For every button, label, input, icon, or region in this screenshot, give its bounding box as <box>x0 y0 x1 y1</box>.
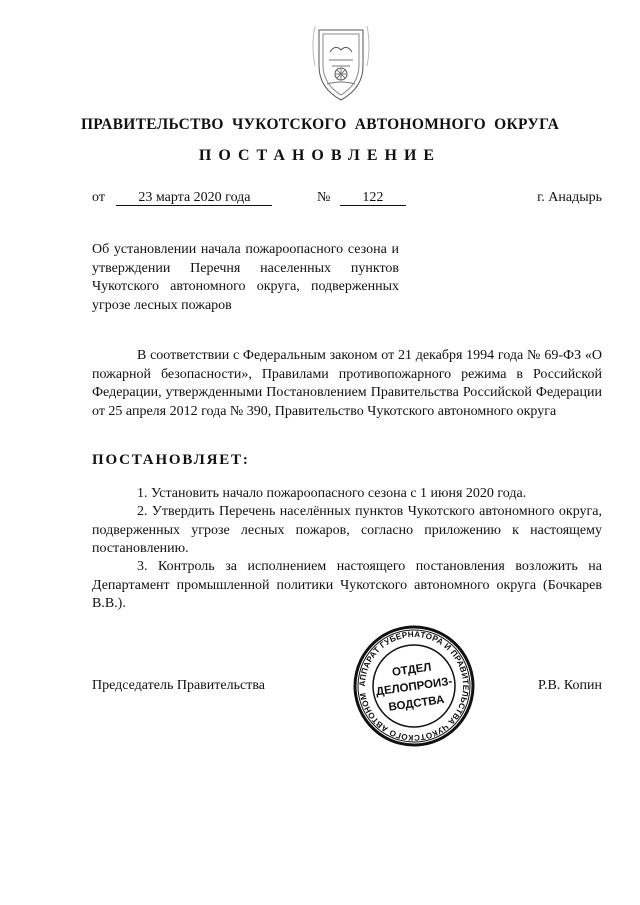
signatory-position: Председатель Правительства <box>92 678 265 693</box>
number-field <box>317 190 406 206</box>
preamble-paragraph: В соответствии с Федеральным законом от 21 декабря 1994 года № 69-ФЗ «О пожарной безопасности», Правилами противопожарного режима в Российской Федерации, утвержденными Постановлением Правительства Российской Федерации от 25 апреля 2012 года № 390, Правительство Чукотского автономного округа <box>92 348 602 419</box>
resolves-heading: ПОСТАНОВЛЯЕТ: <box>92 452 250 468</box>
government-title: ПРАВИТЕЛЬСТВО ЧУКОТСКОГО АВТОНОМНОГО ОКРУГА <box>80 116 560 133</box>
stamp-line-1: ОТДЕЛ <box>391 661 433 679</box>
number-prefix: № <box>317 190 331 205</box>
number-value: 122 <box>340 190 406 206</box>
date-value: 23 марта 2020 года <box>116 190 272 206</box>
stamp-line-2: ДЕЛОПРОИЗ- <box>375 675 454 699</box>
list-item-3: 3. Контроль за исполнением настоящего постановления возложить на Департамент промышленной политики Чукотского автономного округа (Бочкарев В.В.). <box>92 559 602 611</box>
date-field <box>92 190 272 206</box>
document-subject: Об установлении начала пожароопасного сезона и утверждении Перечня населенных пунктов Чукотского автономного округа, подверженных угрозе лесных пожаров <box>92 242 399 313</box>
document-type: ПОСТАНОВЛЕНИЕ <box>198 147 442 164</box>
office-stamp <box>352 624 476 748</box>
date-prefix: от <box>92 190 105 205</box>
stamp-ring-text: АППАРАТ ГУБЕРНАТОРА И ПРАВИТЕЛЬСТВА ЧУКОТСКОГО АВТОНОМНОГО <box>357 629 471 743</box>
list-item-2: 2. Утвердить Перечень населённых пунктов Чукотского автономного округа, подверженных угрозе лесных пожаров, согласно приложению к настоящему постановлению. <box>92 504 602 556</box>
list-item-1: 1. Установить начало пожароопасного сезона с 1 июня 2020 года. <box>137 486 527 501</box>
place: г. Анадырь <box>537 190 602 205</box>
signatory-name: Р.В. Копин <box>538 678 602 693</box>
coat-of-arms-icon <box>305 22 377 106</box>
stamp-line-3: ВОДСТВА <box>387 693 446 714</box>
